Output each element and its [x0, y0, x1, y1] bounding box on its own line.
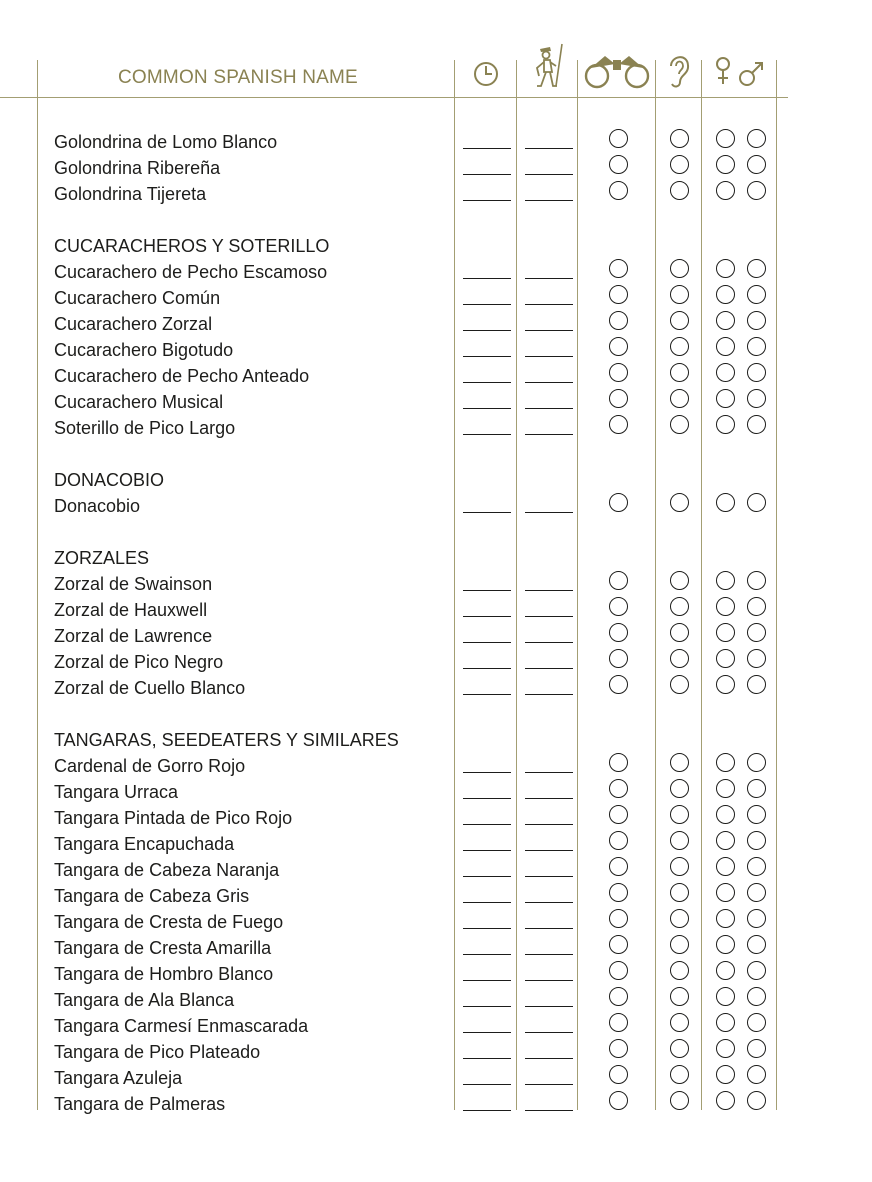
bird-name: Tangara de Cabeza Gris: [54, 886, 250, 906]
male-checkbox[interactable]: [747, 883, 766, 902]
female-checkbox[interactable]: [716, 779, 735, 798]
ear-icon: [666, 50, 692, 90]
heard-checkbox[interactable]: [670, 805, 689, 824]
heard-checkbox[interactable]: [670, 363, 689, 382]
bird-row: [0, 805, 872, 831]
female-checkbox[interactable]: [716, 805, 735, 824]
seen-checkbox[interactable]: [609, 649, 628, 668]
male-checkbox[interactable]: [747, 675, 766, 694]
time-blank[interactable]: [463, 642, 511, 643]
heard-checkbox[interactable]: [670, 181, 689, 200]
bird-name: Golondrina Ribereña: [54, 158, 221, 178]
seen-checkbox[interactable]: [609, 155, 628, 174]
bird-name: Cardenal de Gorro Rojo: [54, 756, 246, 776]
seen-checkbox[interactable]: [609, 597, 628, 616]
time-blank[interactable]: [463, 1084, 511, 1085]
male-checkbox[interactable]: [747, 623, 766, 642]
seen-checkbox[interactable]: [609, 259, 628, 278]
header-rule: [0, 97, 788, 98]
female-checkbox[interactable]: [716, 259, 735, 278]
time-blank[interactable]: [463, 876, 511, 877]
female-checkbox[interactable]: [716, 363, 735, 382]
male-checkbox[interactable]: [747, 181, 766, 200]
male-checkbox[interactable]: [747, 649, 766, 668]
male-checkbox[interactable]: [747, 935, 766, 954]
bird-row: [0, 675, 872, 701]
male-checkbox[interactable]: [747, 337, 766, 356]
place-blank[interactable]: [525, 876, 573, 877]
time-blank[interactable]: [463, 590, 511, 591]
female-checkbox[interactable]: [716, 415, 735, 434]
bird-row: [0, 779, 872, 805]
section-heading: [0, 545, 872, 571]
heard-checkbox[interactable]: [670, 857, 689, 876]
male-checkbox[interactable]: [747, 363, 766, 382]
place-blank[interactable]: [525, 928, 573, 929]
place-blank[interactable]: [525, 278, 573, 279]
time-blank[interactable]: [463, 148, 511, 149]
seen-checkbox[interactable]: [609, 779, 628, 798]
bird-row: [0, 415, 872, 441]
bird-name: Donacobio: [54, 496, 141, 516]
bird-name: Tangara de Hombro Blanco: [54, 964, 274, 984]
female-checkbox[interactable]: [716, 649, 735, 668]
bird-name: Cucarachero de Pecho Anteado: [54, 366, 310, 386]
bird-name: Tangara de Ala Blanca: [54, 990, 235, 1010]
bird-row: [0, 259, 872, 285]
male-checkbox[interactable]: [747, 961, 766, 980]
female-checkbox[interactable]: [716, 285, 735, 304]
heard-checkbox[interactable]: [670, 337, 689, 356]
male-checkbox[interactable]: [747, 311, 766, 330]
seen-checkbox[interactable]: [609, 805, 628, 824]
time-blank[interactable]: [463, 1058, 511, 1059]
time-blank[interactable]: [463, 850, 511, 851]
bird-row: [0, 363, 872, 389]
heard-checkbox[interactable]: [670, 675, 689, 694]
time-blank[interactable]: [463, 1006, 511, 1007]
time-blank[interactable]: [463, 1110, 511, 1111]
place-blank[interactable]: [525, 590, 573, 591]
place-blank[interactable]: [525, 824, 573, 825]
heard-checkbox[interactable]: [670, 415, 689, 434]
bird-name: Tangara Urraca: [54, 782, 179, 802]
bird-name: Tangara Azuleja: [54, 1068, 183, 1088]
place-blank[interactable]: [525, 772, 573, 773]
bird-name: Tangara de Cresta Amarilla: [54, 938, 272, 958]
bird-row: [0, 155, 872, 181]
female-checkbox[interactable]: [716, 935, 735, 954]
male-checkbox[interactable]: [747, 1039, 766, 1058]
bird-name: Tangara Pintada de Pico Rojo: [54, 808, 293, 828]
heard-checkbox[interactable]: [670, 129, 689, 148]
place-blank[interactable]: [525, 330, 573, 331]
seen-checkbox[interactable]: [609, 285, 628, 304]
bird-row: [0, 129, 872, 155]
female-checkbox[interactable]: [716, 831, 735, 850]
seen-checkbox[interactable]: [609, 831, 628, 850]
section-title: TANGARAS, SEEDEATERS Y SIMILARES: [54, 730, 399, 750]
female-checkbox[interactable]: [716, 129, 735, 148]
heard-checkbox[interactable]: [670, 883, 689, 902]
male-checkbox[interactable]: [747, 857, 766, 876]
bird-name: Cucarachero Común: [54, 288, 221, 308]
seen-checkbox[interactable]: [609, 129, 628, 148]
male-checkbox[interactable]: [747, 753, 766, 772]
bird-name: Zorzal de Hauxwell: [54, 600, 208, 620]
time-blank[interactable]: [463, 278, 511, 279]
heard-checkbox[interactable]: [670, 623, 689, 642]
place-blank[interactable]: [525, 1032, 573, 1033]
place-blank[interactable]: [525, 902, 573, 903]
heard-checkbox[interactable]: [670, 649, 689, 668]
female-checkbox[interactable]: [716, 311, 735, 330]
place-blank[interactable]: [525, 616, 573, 617]
place-blank[interactable]: [525, 954, 573, 955]
seen-checkbox[interactable]: [609, 181, 628, 200]
bird-row: [0, 285, 872, 311]
female-checkbox[interactable]: [716, 987, 735, 1006]
place-blank[interactable]: [525, 512, 573, 513]
bird-name: Zorzal de Lawrence: [54, 626, 213, 646]
bird-name: Golondrina de Lomo Blanco: [54, 132, 278, 152]
place-blank[interactable]: [525, 382, 573, 383]
male-checkbox[interactable]: [747, 285, 766, 304]
heard-checkbox[interactable]: [670, 597, 689, 616]
bird-row: [0, 1065, 872, 1091]
hiker-icon: [526, 42, 566, 90]
time-blank[interactable]: [463, 928, 511, 929]
heard-checkbox[interactable]: [670, 311, 689, 330]
seen-checkbox[interactable]: [609, 389, 628, 408]
place-blank[interactable]: [525, 642, 573, 643]
seen-checkbox[interactable]: [609, 1013, 628, 1032]
bird-row: [0, 337, 872, 363]
female-male-icon: [712, 56, 768, 88]
place-blank[interactable]: [525, 1058, 573, 1059]
place-blank[interactable]: [525, 980, 573, 981]
female-checkbox[interactable]: [716, 155, 735, 174]
seen-checkbox[interactable]: [609, 493, 628, 512]
seen-checkbox[interactable]: [609, 961, 628, 980]
female-checkbox[interactable]: [716, 753, 735, 772]
male-checkbox[interactable]: [747, 129, 766, 148]
time-blank[interactable]: [463, 434, 511, 435]
place-blank[interactable]: [525, 148, 573, 149]
place-blank[interactable]: [525, 798, 573, 799]
male-checkbox[interactable]: [747, 779, 766, 798]
place-blank[interactable]: [525, 1006, 573, 1007]
time-blank[interactable]: [463, 382, 511, 383]
seen-checkbox[interactable]: [609, 987, 628, 1006]
seen-checkbox[interactable]: [609, 571, 628, 590]
bird-row: [0, 935, 872, 961]
seen-checkbox[interactable]: [609, 1065, 628, 1084]
heard-checkbox[interactable]: [670, 779, 689, 798]
heard-checkbox[interactable]: [670, 1065, 689, 1084]
female-checkbox[interactable]: [716, 909, 735, 928]
bird-row: [0, 181, 872, 207]
column-header-common-spanish-name: COMMON SPANISH NAME: [118, 67, 358, 88]
male-checkbox[interactable]: [747, 831, 766, 850]
female-checkbox[interactable]: [716, 493, 735, 512]
heard-checkbox[interactable]: [670, 259, 689, 278]
time-blank[interactable]: [463, 954, 511, 955]
section-title: CUCARACHEROS Y SOTERILLO: [54, 236, 330, 256]
place-blank[interactable]: [525, 434, 573, 435]
bird-row: [0, 909, 872, 935]
time-blank[interactable]: [463, 902, 511, 903]
section-heading: [0, 727, 872, 753]
bird-row: [0, 493, 872, 519]
female-checkbox[interactable]: [716, 389, 735, 408]
bird-row: [0, 987, 872, 1013]
seen-checkbox[interactable]: [609, 1039, 628, 1058]
seen-checkbox[interactable]: [609, 909, 628, 928]
bird-name: Zorzal de Cuello Blanco: [54, 678, 246, 698]
time-blank[interactable]: [463, 200, 511, 201]
female-checkbox[interactable]: [716, 1039, 735, 1058]
female-checkbox[interactable]: [716, 597, 735, 616]
time-blank[interactable]: [463, 408, 511, 409]
male-checkbox[interactable]: [747, 805, 766, 824]
place-blank[interactable]: [525, 174, 573, 175]
place-blank[interactable]: [525, 304, 573, 305]
place-blank[interactable]: [525, 408, 573, 409]
binoculars-icon: [583, 50, 651, 90]
female-checkbox[interactable]: [716, 675, 735, 694]
seen-checkbox[interactable]: [609, 415, 628, 434]
time-blank[interactable]: [463, 304, 511, 305]
section-heading: [0, 467, 872, 493]
bird-row: [0, 649, 872, 675]
female-checkbox[interactable]: [716, 1091, 735, 1110]
time-blank[interactable]: [463, 772, 511, 773]
seen-checkbox[interactable]: [609, 337, 628, 356]
male-checkbox[interactable]: [747, 571, 766, 590]
heard-checkbox[interactable]: [670, 909, 689, 928]
male-checkbox[interactable]: [747, 389, 766, 408]
female-checkbox[interactable]: [716, 1013, 735, 1032]
place-blank[interactable]: [525, 356, 573, 357]
bird-name: Golondrina Tijereta: [54, 184, 207, 204]
heard-checkbox[interactable]: [670, 935, 689, 954]
place-blank[interactable]: [525, 1084, 573, 1085]
bird-name: Tangara Encapuchada: [54, 834, 235, 854]
female-checkbox[interactable]: [716, 181, 735, 200]
heard-checkbox[interactable]: [670, 571, 689, 590]
male-checkbox[interactable]: [747, 493, 766, 512]
seen-checkbox[interactable]: [609, 675, 628, 694]
place-blank[interactable]: [525, 200, 573, 201]
male-checkbox[interactable]: [747, 155, 766, 174]
bird-name: Soterillo de Pico Largo: [54, 418, 236, 438]
bird-row: [0, 571, 872, 597]
bird-name: Cucarachero Bigotudo: [54, 340, 234, 360]
heard-checkbox[interactable]: [670, 285, 689, 304]
time-blank[interactable]: [463, 330, 511, 331]
time-blank[interactable]: [463, 174, 511, 175]
bird-name: Zorzal de Swainson: [54, 574, 213, 594]
heard-checkbox[interactable]: [670, 753, 689, 772]
bird-row: [0, 1039, 872, 1065]
bird-name: Cucarachero Musical: [54, 392, 224, 412]
time-blank[interactable]: [463, 356, 511, 357]
bird-row: [0, 831, 872, 857]
bird-row: [0, 597, 872, 623]
heard-checkbox[interactable]: [670, 1091, 689, 1110]
time-blank[interactable]: [463, 512, 511, 513]
time-blank[interactable]: [463, 798, 511, 799]
bird-row: [0, 311, 872, 337]
seen-checkbox[interactable]: [609, 1091, 628, 1110]
bird-name: Tangara de Palmeras: [54, 1094, 226, 1114]
time-blank[interactable]: [463, 824, 511, 825]
bird-name: Cucarachero Zorzal: [54, 314, 213, 334]
section-heading: [0, 233, 872, 259]
bird-name: Zorzal de Pico Negro: [54, 652, 224, 672]
heard-checkbox[interactable]: [670, 1039, 689, 1058]
bird-name: Tangara Carmesí Enmascarada: [54, 1016, 309, 1036]
bird-row: [0, 1013, 872, 1039]
male-checkbox[interactable]: [747, 1091, 766, 1110]
male-checkbox[interactable]: [747, 415, 766, 434]
male-checkbox[interactable]: [747, 259, 766, 278]
bird-name: Tangara de Cabeza Naranja: [54, 860, 280, 880]
male-checkbox[interactable]: [747, 909, 766, 928]
heard-checkbox[interactable]: [670, 155, 689, 174]
time-blank[interactable]: [463, 668, 511, 669]
female-checkbox[interactable]: [716, 337, 735, 356]
time-blank[interactable]: [463, 694, 511, 695]
heard-checkbox[interactable]: [670, 389, 689, 408]
time-blank[interactable]: [463, 616, 511, 617]
bird-row: [0, 961, 872, 987]
bird-name: Cucarachero de Pecho Escamoso: [54, 262, 328, 282]
seen-checkbox[interactable]: [609, 857, 628, 876]
bird-row: [0, 857, 872, 883]
bird-row: [0, 1091, 872, 1117]
bird-row: [0, 623, 872, 649]
section-title: DONACOBIO: [54, 470, 165, 490]
bird-name: Tangara de Cresta de Fuego: [54, 912, 284, 932]
seen-checkbox[interactable]: [609, 311, 628, 330]
time-blank[interactable]: [463, 980, 511, 981]
bird-row: [0, 389, 872, 415]
time-blank[interactable]: [463, 1032, 511, 1033]
male-checkbox[interactable]: [747, 987, 766, 1006]
male-checkbox[interactable]: [747, 597, 766, 616]
female-checkbox[interactable]: [716, 623, 735, 642]
seen-checkbox[interactable]: [609, 363, 628, 382]
seen-checkbox[interactable]: [609, 883, 628, 902]
male-checkbox[interactable]: [747, 1065, 766, 1084]
seen-checkbox[interactable]: [609, 935, 628, 954]
place-blank[interactable]: [525, 850, 573, 851]
heard-checkbox[interactable]: [670, 1013, 689, 1032]
place-blank[interactable]: [525, 668, 573, 669]
bird-row: [0, 883, 872, 909]
section-title: ZORZALES: [54, 548, 150, 568]
male-checkbox[interactable]: [747, 1013, 766, 1032]
female-checkbox[interactable]: [716, 1065, 735, 1084]
bird-name: Tangara de Pico Plateado: [54, 1042, 261, 1062]
heard-checkbox[interactable]: [670, 987, 689, 1006]
female-checkbox[interactable]: [716, 571, 735, 590]
seen-checkbox[interactable]: [609, 623, 628, 642]
bird-row: [0, 753, 872, 779]
heard-checkbox[interactable]: [670, 493, 689, 512]
female-checkbox[interactable]: [716, 883, 735, 902]
female-checkbox[interactable]: [716, 961, 735, 980]
heard-checkbox[interactable]: [670, 831, 689, 850]
place-blank[interactable]: [525, 1110, 573, 1111]
female-checkbox[interactable]: [716, 857, 735, 876]
heard-checkbox[interactable]: [670, 961, 689, 980]
clock-icon: [472, 60, 500, 88]
seen-checkbox[interactable]: [609, 753, 628, 772]
place-blank[interactable]: [525, 694, 573, 695]
